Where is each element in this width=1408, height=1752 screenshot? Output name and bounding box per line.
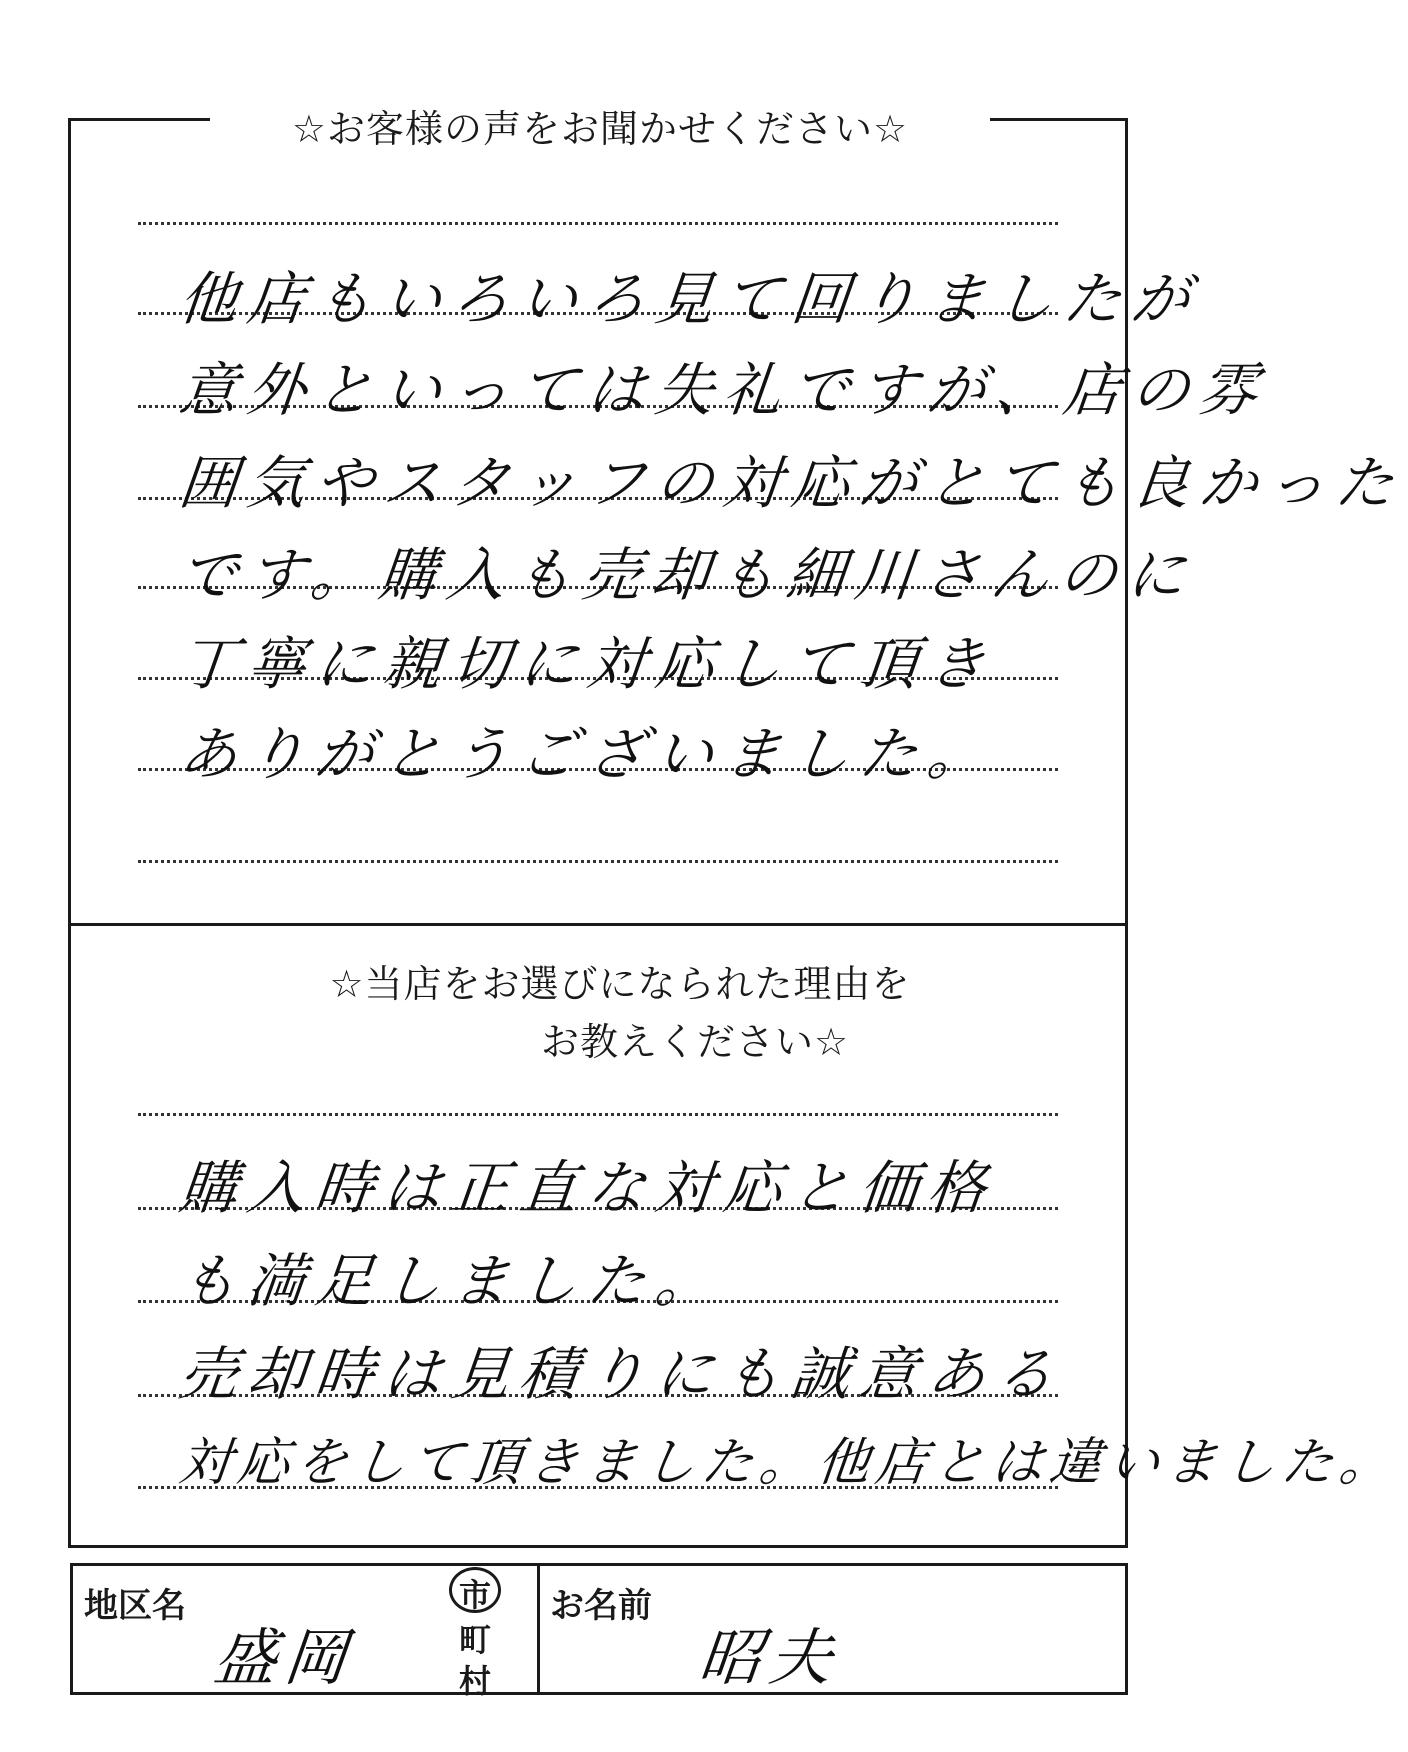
handwritten-line: も満足しました。: [175, 1247, 728, 1315]
handwritten-line: ありがとうございました。: [175, 720, 1000, 788]
handwritten-line: 購入時は正直な対応と価格: [175, 1154, 1000, 1222]
info-separator: [537, 1563, 540, 1695]
reason-section-title: [240, 955, 1000, 1071]
dotted-rule: [138, 1113, 1058, 1116]
dotted-rule: [138, 860, 1058, 863]
voice-section-title: ☆お客様の声をお聞かせください☆: [210, 98, 990, 153]
handwritten-line: 意外といっては失礼ですが、店の雰: [175, 356, 1272, 424]
handwritten-line: 丁寧に親切に対応して頂き: [175, 630, 1000, 698]
unit-city: 市: [458, 1576, 491, 1614]
handwritten-line: 他店もいろいろ見て回りましたが: [175, 265, 1204, 333]
region-value: 盛岡: [210, 1621, 359, 1694]
name-value: 昭夫: [695, 1621, 844, 1694]
region-label: 地区名: [84, 1586, 186, 1626]
handwritten-line: 囲気やスタッフの対応がとても良かった: [175, 449, 1408, 517]
reason-title-line-1: ☆当店をお選びになられた理由を: [329, 962, 911, 1006]
name-label: お名前: [550, 1586, 652, 1626]
dotted-rule: [138, 222, 1058, 225]
handwritten-line: です。購入も売却も細川さんのに: [175, 541, 1199, 609]
unit-village: 村: [458, 1662, 491, 1700]
section-divider: [68, 923, 1128, 926]
handwritten-line: 売却時は見積りにも誠意ある: [175, 1340, 1068, 1408]
handwritten-line: 対応をして頂きました。他店とは違いました。: [176, 1433, 1401, 1493]
reason-title-line-2: お教えください☆: [540, 1020, 850, 1064]
unit-town: 町: [458, 1621, 491, 1659]
